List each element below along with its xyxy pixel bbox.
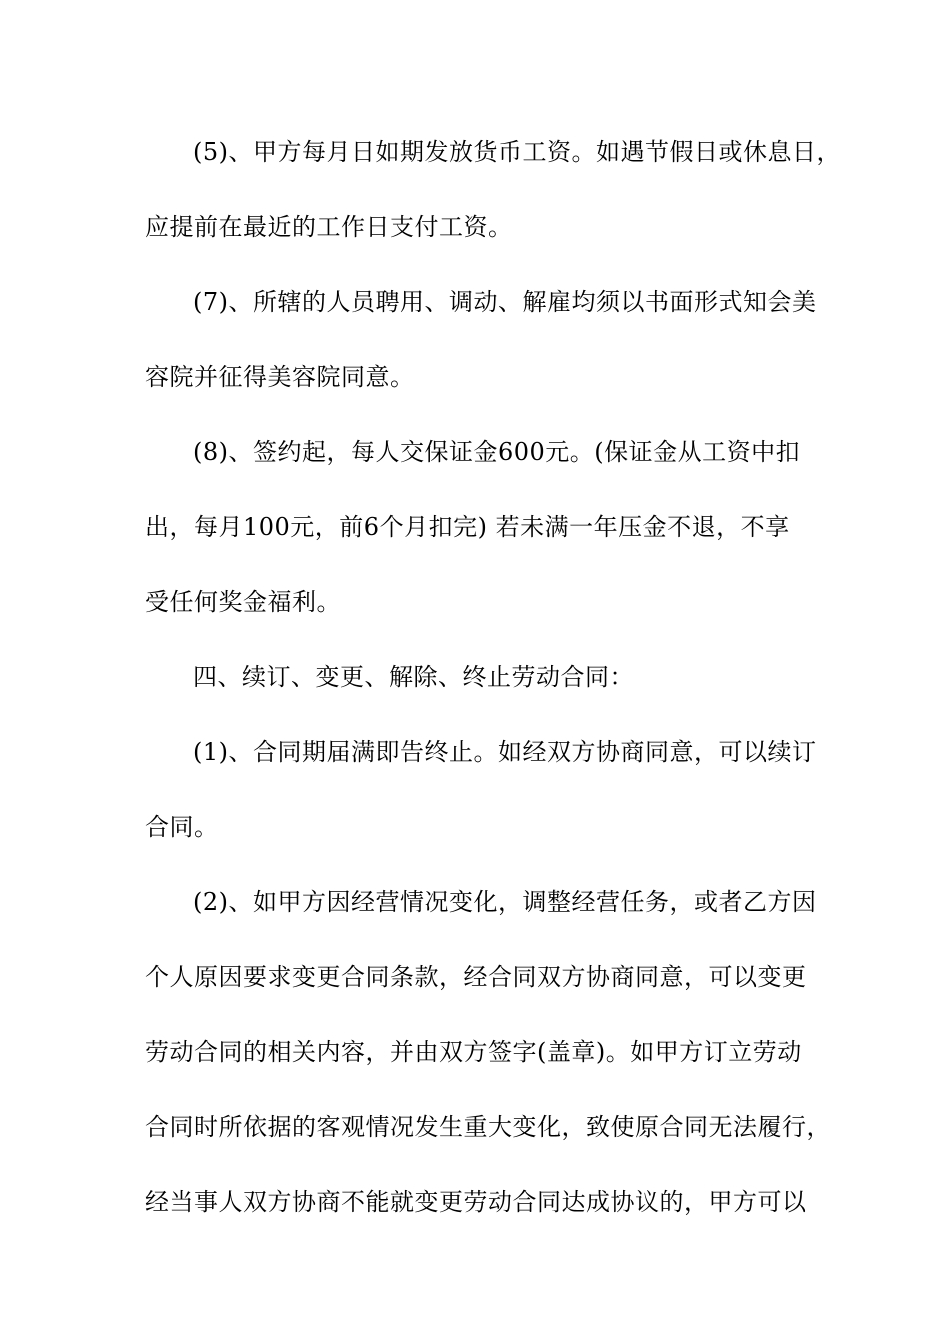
clause-2-line-5: 经当事人双方协商不能就变更劳动合同达成协议的，甲方可以 — [145, 1188, 807, 1216]
clause-1-line-1: (1)、合同期届满即告终止。如经双方协商同意，可以续订 — [193, 738, 817, 766]
paragraph-5-line-2: 应提前在最近的工作日支付工资。 — [145, 213, 513, 241]
paragraph-8-line-2: 出，每月100元，前6个月扣完) 若未满一年压金不退，不享 — [145, 513, 790, 541]
clause-2-line-2: 个人原因要求变更合同条款，经合同双方协商同意，可以变更 — [145, 963, 807, 991]
paragraph-7-line-2: 容院并征得美容院同意。 — [145, 363, 415, 391]
clause-2-line-1: (2)、如甲方因经营情况变化，调整经营任务，或者乙方因 — [193, 888, 817, 916]
paragraph-5-line-1: (5)、甲方每月日如期发放货币工资。如遇节假日或休息日， — [193, 138, 841, 166]
clause-1-line-2: 合同。 — [145, 813, 219, 841]
paragraph-7-line-1: (7)、所辖的人员聘用、调动、解雇均须以书面形式知会美 — [193, 288, 817, 316]
paragraph-8-line-3: 受任何奖金福利。 — [145, 588, 341, 616]
section-4-heading: 四、续订、变更、解除、终止劳动合同： — [193, 663, 634, 691]
clause-2-line-4: 合同时所依据的客观情况发生重大变化，致使原合同无法履行， — [145, 1113, 831, 1141]
clause-2-line-3: 劳动合同的相关内容，并由双方签字(盖章)。如甲方订立劳动 — [145, 1038, 802, 1066]
paragraph-8-line-1: (8)、签约起，每人交保证金600元。(保证金从工资中扣 — [193, 438, 801, 466]
